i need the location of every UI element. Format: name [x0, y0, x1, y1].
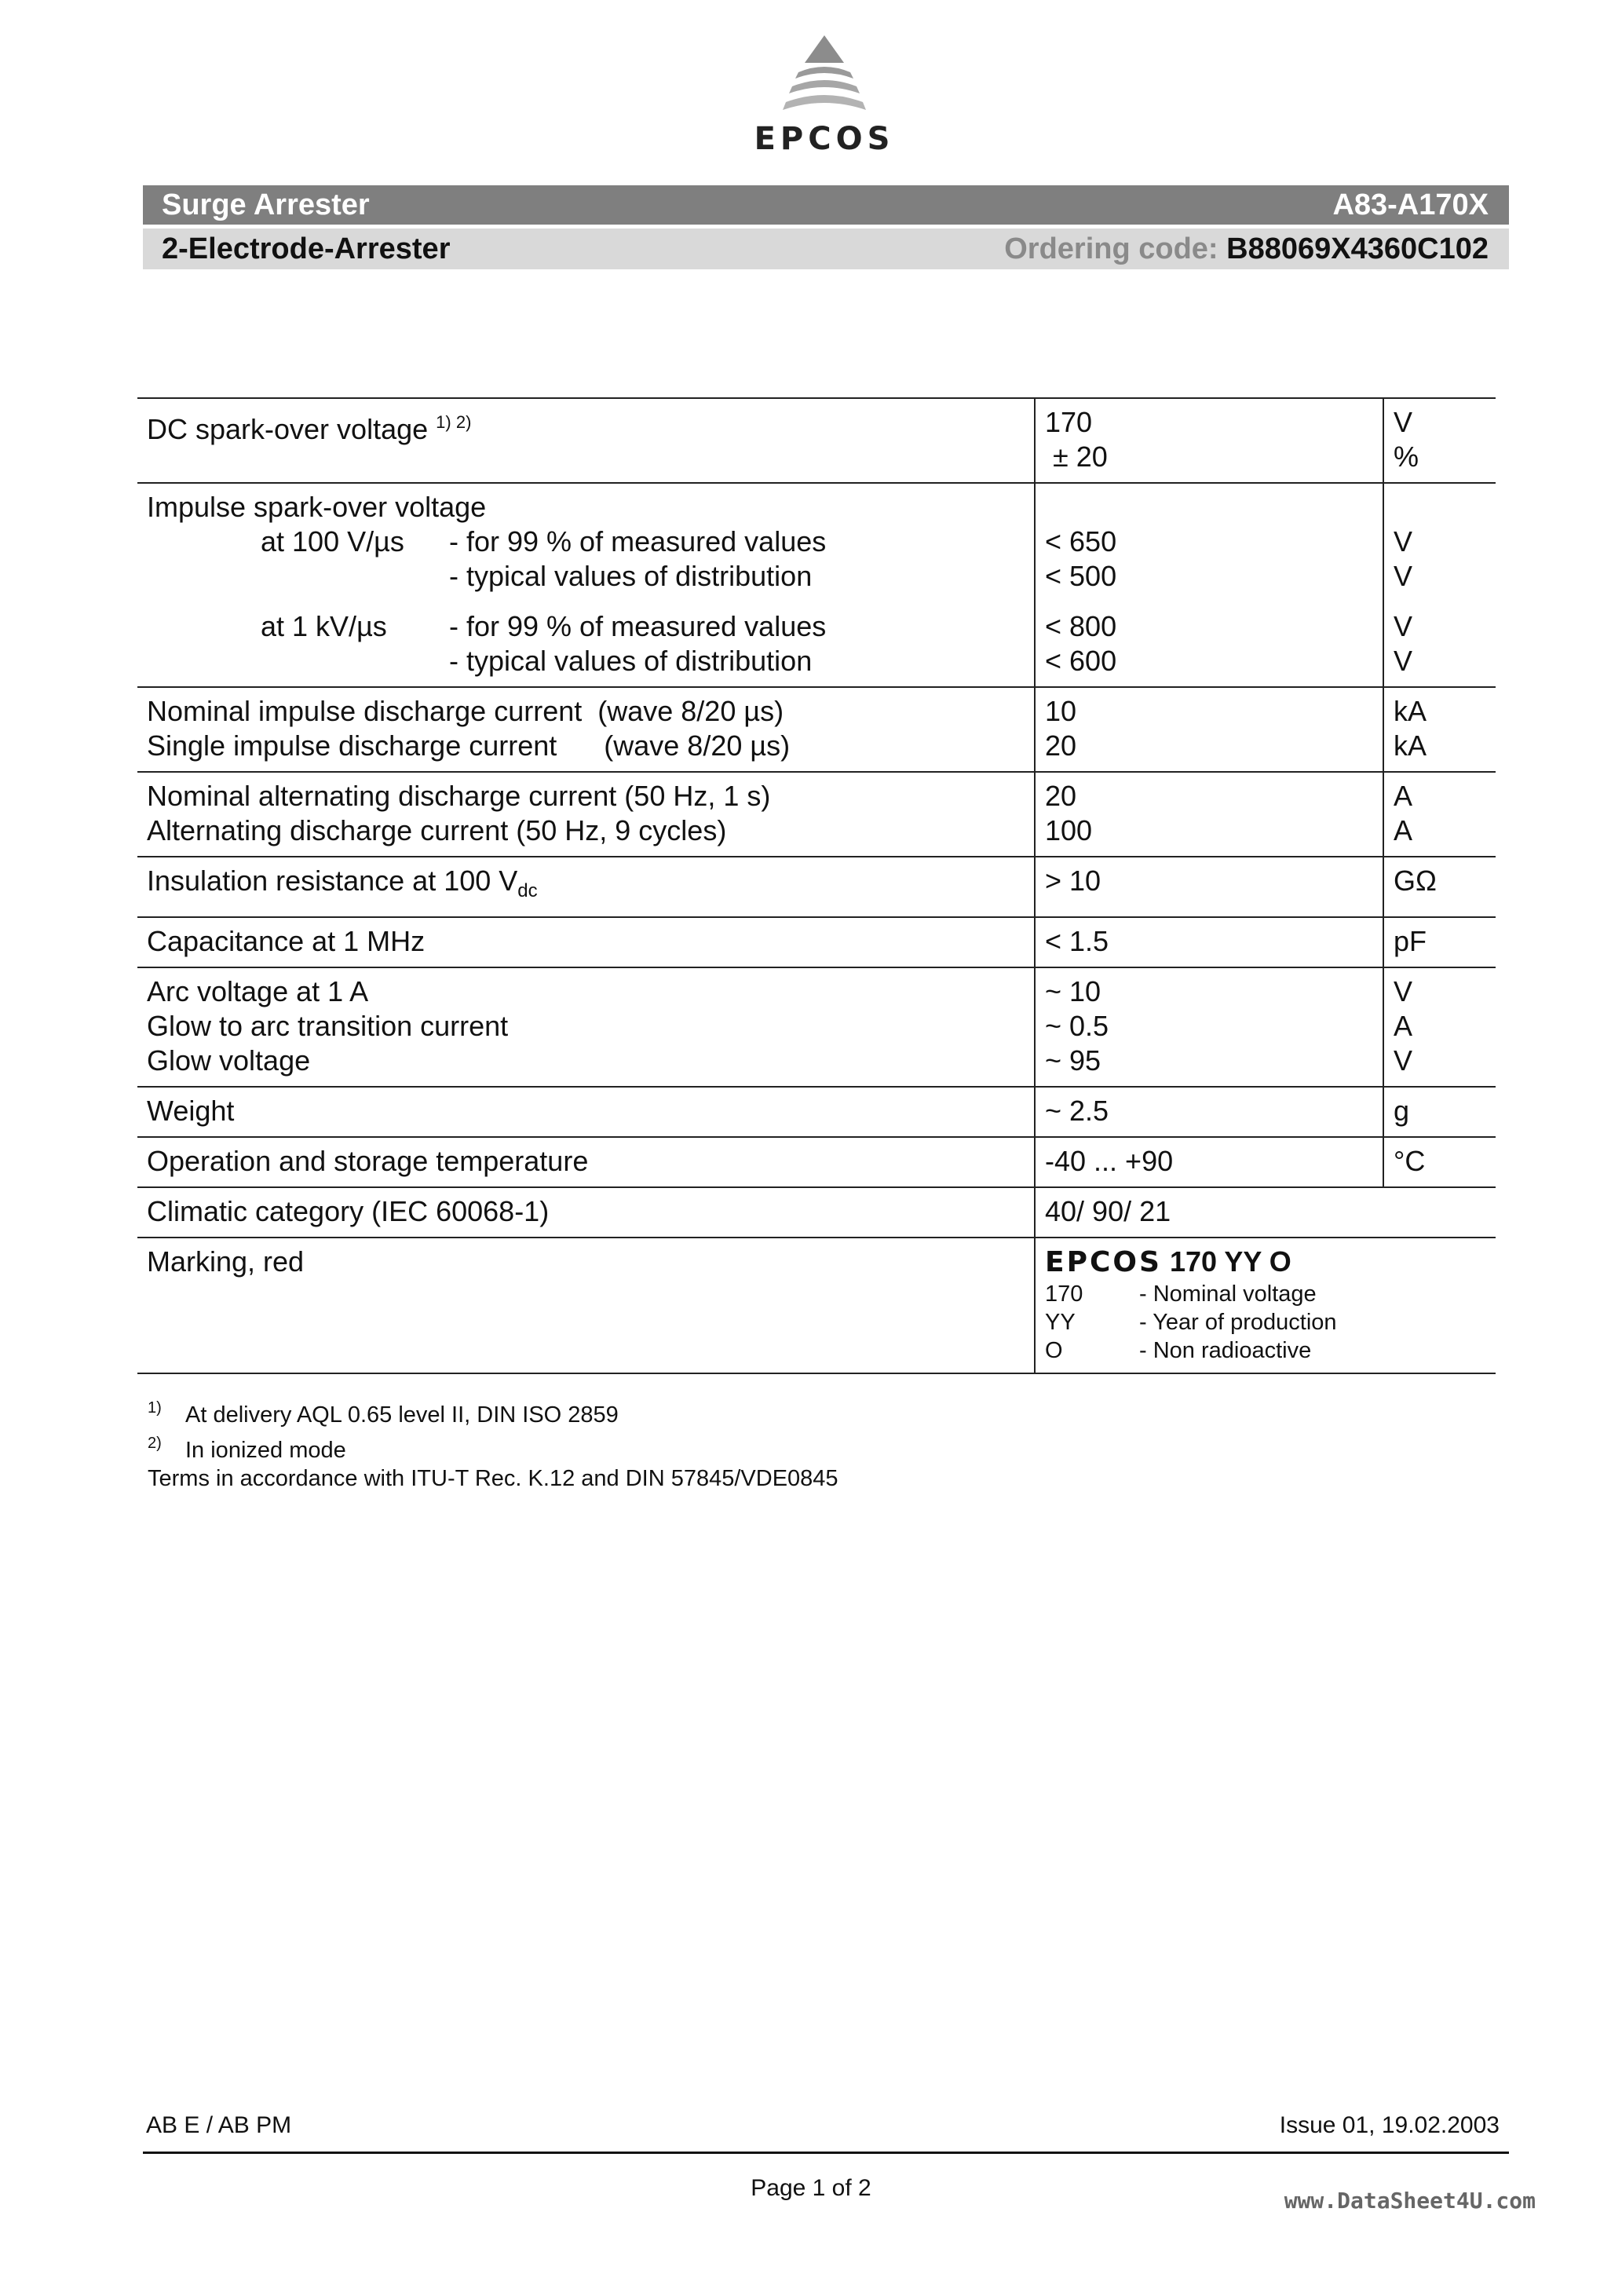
- epcos-logo: [754, 31, 895, 165]
- dc-unit: V: [1394, 406, 1413, 438]
- table-row: [137, 1238, 1496, 1373]
- footnote-1: $^{1)}$ At delivery AQL 0.65 level II, DIN ISO 2859: [148, 1394, 838, 1429]
- footnote-mark-2: 2): [148, 1435, 162, 1452]
- ordering-code-value: B88069X4360C102: [1226, 232, 1489, 265]
- insulation-value: > 10: [1035, 857, 1383, 917]
- marking-label: Marking, red: [147, 1245, 305, 1278]
- insulation-label: Insulation resistance at 100 V: [147, 865, 518, 897]
- temperature-label: Operation and storage temperature: [147, 1145, 589, 1177]
- marking-code-value: 170 YY O: [1169, 1245, 1291, 1278]
- table-row: [137, 483, 1496, 687]
- table-row: [137, 857, 1496, 917]
- subtitle: 2-Electrode-Arrester: [162, 232, 451, 265]
- footnote-ref: 1) 2): [436, 412, 472, 432]
- dc-tolerance: ± 20: [1053, 441, 1108, 473]
- capacitance-label: Capacitance at 1 MHz: [147, 925, 426, 957]
- arc-label-2: Glow to arc transition current: [147, 1010, 509, 1042]
- dc-tolerance-unit: %: [1394, 441, 1419, 473]
- footer-divider: [143, 2152, 1509, 2154]
- weight-unit: g: [1383, 1087, 1496, 1137]
- table-row: [137, 398, 1496, 483]
- impulse-value-2: < 500: [1045, 560, 1117, 592]
- capacitance-unit: pF: [1383, 917, 1496, 967]
- alternating-unit-1: A: [1394, 780, 1413, 812]
- marking-code: [1045, 1245, 1496, 1280]
- arc-unit-3: V: [1394, 1044, 1413, 1077]
- impulse-desc-3: - for 99 % of measured values: [449, 610, 827, 642]
- impulse-unit-1: V: [1394, 525, 1413, 558]
- weight-label: Weight: [147, 1095, 235, 1127]
- table-row: [137, 772, 1496, 857]
- terms-note: Terms in accordance with ITU-T Rec. K.12 and DIN 57845/VDE0845: [148, 1466, 838, 1491]
- table-row: [137, 687, 1496, 772]
- temperature-value: -40 ... +90: [1035, 1137, 1383, 1187]
- impulse-desc-1: - for 99 % of measured values: [449, 525, 827, 558]
- arc-unit-1: V: [1394, 975, 1413, 1007]
- alternating-value-1: 20: [1045, 780, 1077, 812]
- epcos-logo-icon: [781, 31, 868, 118]
- marking-logo: EPCOS: [1045, 1246, 1162, 1278]
- discharge-label-1: Nominal impulse discharge current (wave 8/20 µs): [147, 695, 784, 727]
- table-row: [137, 1087, 1496, 1137]
- footer-issue: Issue 01, 19.02.2003: [1279, 2112, 1500, 2138]
- footnote-mark-1: 1): [148, 1399, 162, 1417]
- discharge-value-2: 20: [1045, 729, 1077, 762]
- impulse-desc-2: - typical values of distribution: [449, 560, 813, 592]
- product-code: A83-A170X: [1332, 188, 1489, 221]
- insulation-unit: GΩ: [1383, 857, 1496, 917]
- footer-department: AB E / AB PM: [146, 2112, 292, 2138]
- logo-wordmark: EPCOS: [754, 121, 895, 157]
- impulse-value-1: < 650: [1045, 525, 1117, 558]
- marking-legend-row: 170 - Nominal voltage: [1045, 1281, 1317, 1307]
- alternating-unit-2: A: [1394, 814, 1413, 846]
- impulse-rate-2: at 1 kV/µs: [261, 610, 387, 642]
- product-type: Surge Arrester: [162, 188, 370, 221]
- table-row: [137, 967, 1496, 1087]
- impulse-unit-2: V: [1394, 560, 1413, 592]
- alternating-label-1: Nominal alternating discharge current (50 Hz, 1 s): [147, 780, 771, 812]
- ordering-label: Ordering code:: [1004, 232, 1218, 265]
- ordering-code: [1004, 229, 1489, 269]
- dc-label: DC spark-over voltage: [147, 413, 429, 445]
- footnotes: [148, 1394, 838, 1493]
- capacitance-value: < 1.5: [1035, 917, 1383, 967]
- table-row: [137, 1137, 1496, 1187]
- title-bar: [143, 185, 1509, 225]
- table-row: [137, 1187, 1496, 1238]
- climatic-value: 40/ 90/ 21: [1035, 1187, 1496, 1238]
- spec-table: [137, 397, 1496, 1374]
- footnote-2: $^{2)}$ In ionized mode: [148, 1429, 838, 1464]
- alternating-value-2: 100: [1045, 814, 1093, 846]
- arc-label-3: Glow voltage: [147, 1044, 311, 1077]
- watermark-link[interactable]: www.DataSheet4U.com: [1284, 2188, 1536, 2214]
- impulse-desc-4: - typical values of distribution: [449, 645, 813, 677]
- arc-value-1: ~ 10: [1045, 975, 1101, 1007]
- impulse-label: Impulse spark-over voltage: [147, 491, 487, 523]
- marking-legend-row: YY - Year of production: [1045, 1310, 1337, 1335]
- climatic-label: Climatic category (IEC 60068-1): [147, 1195, 550, 1227]
- impulse-unit-4: V: [1394, 645, 1413, 677]
- insulation-subscript: dc: [517, 880, 538, 901]
- impulse-value-3: < 800: [1045, 610, 1117, 642]
- dc-value: 170: [1045, 406, 1093, 438]
- impulse-value-4: < 600: [1045, 645, 1117, 677]
- arc-value-3: ~ 95: [1045, 1044, 1101, 1077]
- impulse-rate-1: at 100 V/µs: [261, 525, 404, 558]
- alternating-label-2: Alternating discharge current (50 Hz, 9 cycles): [147, 814, 727, 846]
- arc-unit-2: A: [1394, 1010, 1413, 1042]
- subtitle-bar: [143, 229, 1509, 269]
- discharge-label-2: Single impulse discharge current (wave 8/20 µs): [147, 729, 791, 762]
- temperature-unit: °C: [1383, 1137, 1496, 1187]
- impulse-unit-3: V: [1394, 610, 1413, 642]
- table-row: [137, 917, 1496, 967]
- page-number: Page 1 of 2: [751, 2175, 871, 2201]
- weight-value: ~ 2.5: [1035, 1087, 1383, 1137]
- arc-label-1: Arc voltage at 1 A: [147, 975, 369, 1007]
- discharge-unit-1: kA: [1394, 695, 1427, 727]
- marking-legend-row: O - Non radioactive: [1045, 1338, 1312, 1363]
- arc-value-2: ~ 0.5: [1045, 1010, 1109, 1042]
- discharge-unit-2: kA: [1394, 729, 1427, 762]
- discharge-value-1: 10: [1045, 695, 1077, 727]
